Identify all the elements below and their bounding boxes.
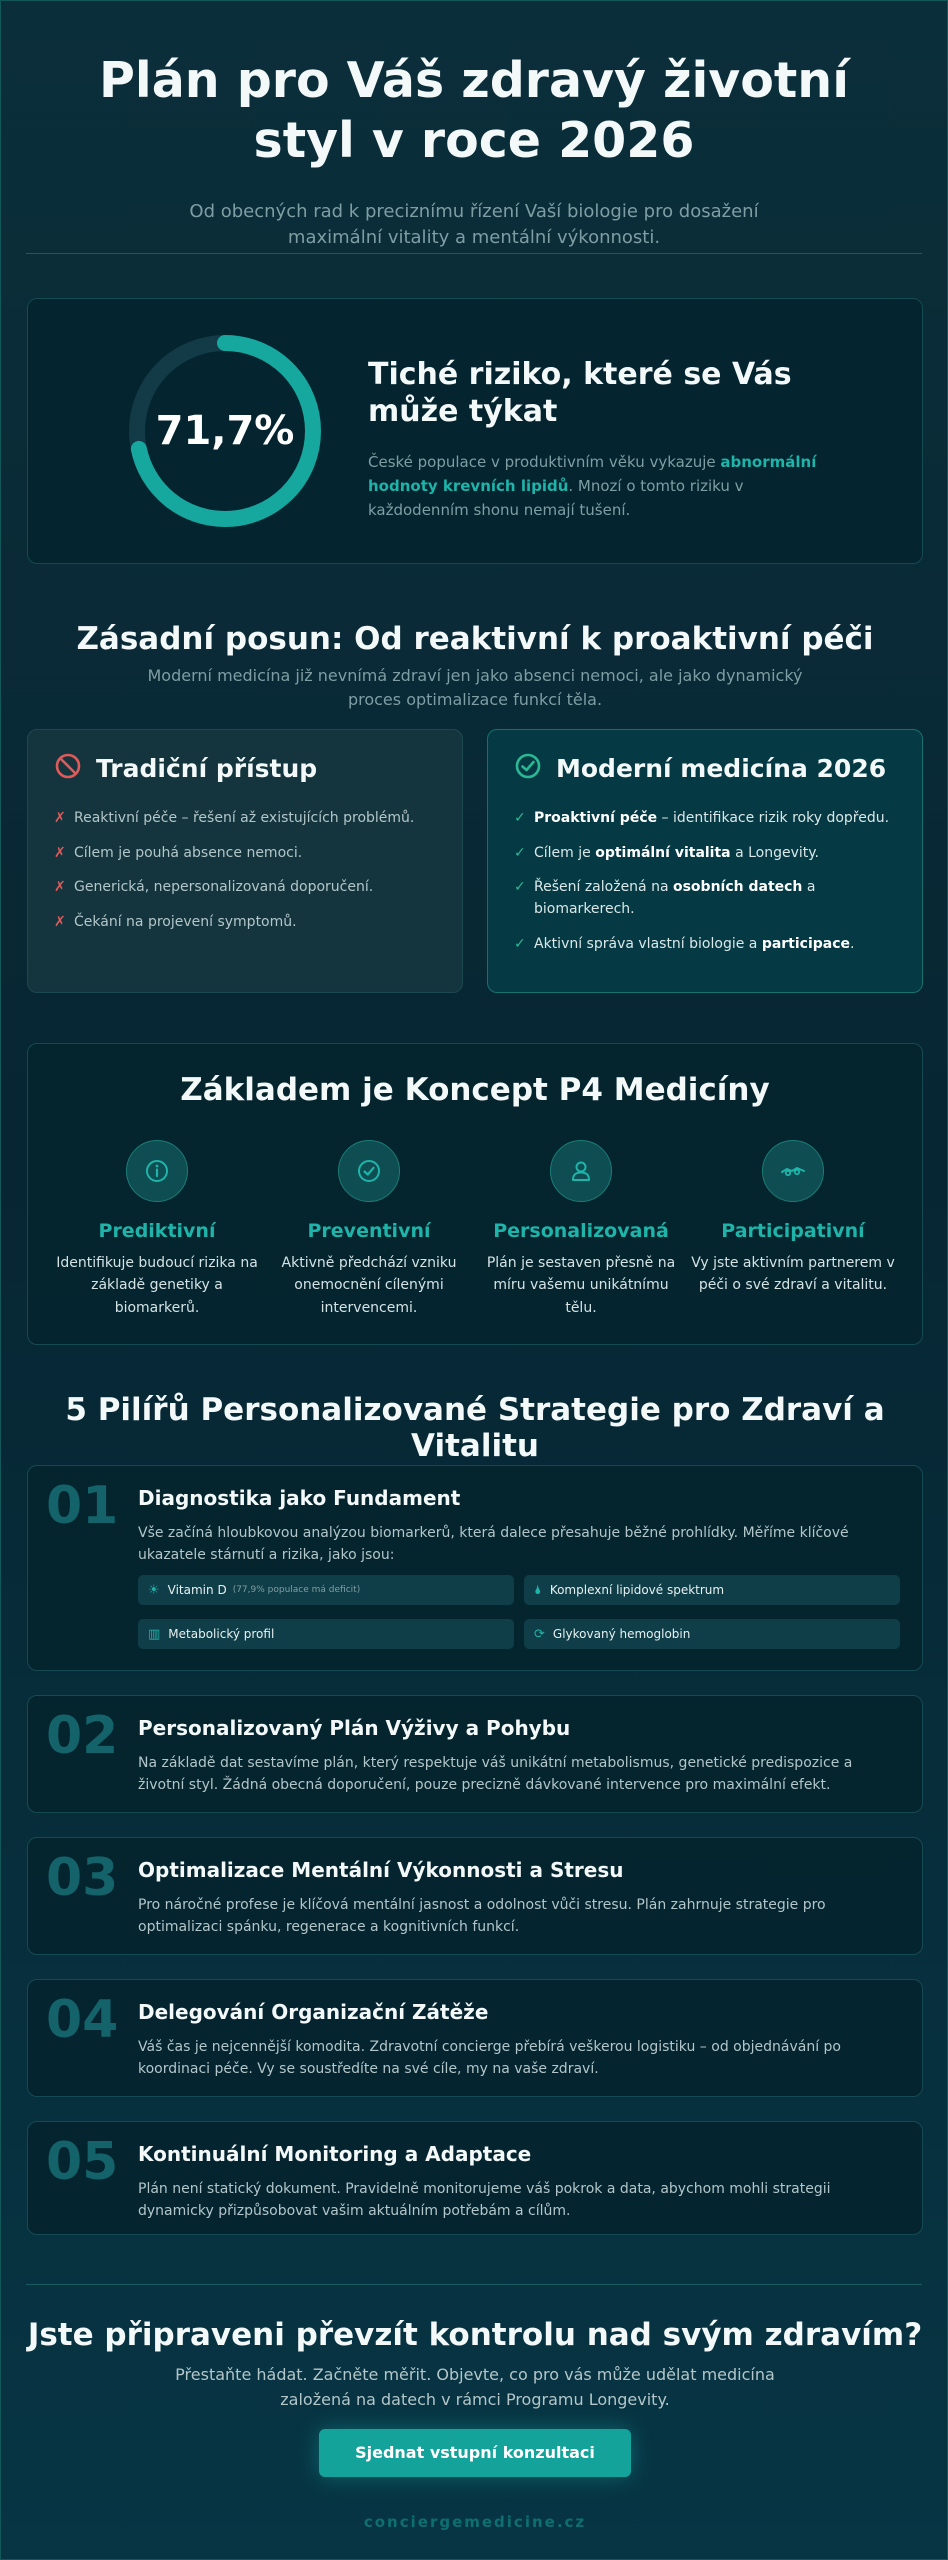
pillar-desc: Vše začíná hloubkovou analýzou biomarkerů, která dalece přesahuje běžné prohlídky. Měříme klíčové ukazatele stárnutí a rizika, jako jsou: [138,1525,849,1564]
biomarker-label: Glykovaný hemoglobin [552,1627,691,1641]
list-item [514,843,904,865]
biomarker-note: (77,9% populace má deficit) [232,1585,361,1595]
p4-item-predictive [52,1140,262,1319]
p4-desc: Aktivně předchází vzniku onemocnění cílenými intervencemi. [281,1255,457,1316]
list-item [514,934,904,956]
biomarker-chip [524,1619,900,1649]
list-item [514,808,904,830]
user-icon [550,1140,612,1202]
risk-body [368,450,828,522]
p4-name: Preventivní [307,1220,431,1242]
risk-text [368,357,828,522]
modern-title: Moderní medicína 2026 [556,753,887,783]
biomarker-label: Komplexní lipidové spektrum [549,1583,725,1597]
modern-header [514,752,886,784]
page-subtitle: Od obecných rad k preciznímu řízení Vaší biologie pro dosažení maximální vitality a mentální výkonnosti. [189,200,759,248]
p4-item-preventive [264,1140,474,1319]
traditional-list [54,808,444,947]
check-icon: ✓ [514,810,526,826]
modern-list [514,808,904,968]
pillar-card [27,1979,923,2097]
pillar-number: 05 [46,2132,119,2192]
traditional-header [54,752,317,784]
list-item-text: Reaktivní péče – řešení až existujících problémů. [74,810,415,826]
risk-title: Tiché riziko, které se Vás může týkat [368,357,792,429]
check-circle-icon [338,1140,400,1202]
risk-gauge [123,329,327,533]
prohibited-icon [54,752,82,784]
check-icon: ✓ [514,844,526,861]
risk-body-pre: České populace v produktivním věku vykazuje [368,453,721,472]
traditional-title: Tradiční přístup [96,753,318,783]
biomarker-chip [138,1619,514,1649]
bar-chart-icon: ▥ [148,1626,161,1642]
p4-desc: Vy jste aktivním partnerem v péči o své zdraví a vitalitu. [691,1255,895,1294]
list-item [54,808,444,830]
p4-item-participative [688,1140,898,1297]
risk-card [27,298,923,564]
pillar-number: 03 [46,1848,119,1908]
list-item-text: Čekání na projevení symptomů. [74,914,297,931]
check-icon: ✓ [514,935,526,952]
pillar-number: 01 [46,1476,119,1536]
p4-desc: Plán je sestaven přesně na míru vašemu unikátnímu tělu. [486,1255,676,1316]
traditional-card [27,729,463,993]
p4-name: Participativní [721,1220,865,1242]
check-icon: ✓ [514,879,526,896]
pillar-desc: Váš čas je nejcennější komodita. Zdravotní concierge přebírá veškerou logistiku – od objednávání po koordinaci péče. Vy se soustředíte na své cíle, my na vaše zdraví. [138,2039,841,2078]
footer-link[interactable]: conciergemedicine.cz [363,2513,587,2531]
pillar-desc: Na základě dat sestavíme plán, který respektuje váš unikátní metabolismus, genetické predispozice a životní styl. Žádná obecná doporučení, pouze precizně dávkované intervence pro maximální efekt. [138,1755,853,1794]
modern-card [487,729,923,993]
divider [26,2284,922,2285]
pillar-number: 02 [46,1706,119,1766]
cross-icon: ✗ [54,914,66,931]
cross-icon: ✗ [54,810,66,826]
biomarker-chip [524,1575,900,1605]
pillar-number: 04 [46,1990,119,2050]
pillar-card [27,1837,923,1955]
sun-icon: ☀ [148,1582,160,1598]
list-item [54,912,444,934]
biomarker-label: Metabolický profil [168,1627,275,1641]
cross-icon: ✗ [54,879,66,896]
pillar-title: Delegování Organizační Zátěže [138,2000,489,2024]
p4-name: Personalizovaná [493,1220,669,1242]
cta-title: Jste připraveni převzít kontrolu nad svým zdravím? [27,2317,923,2353]
pillar-card [27,1465,923,1671]
pillar-desc: Plán není statický dokument. Pravidelně monitorujeme váš pokrok a data, abychom mohli strategii dynamicky přizpůsobovat vašim aktuálním potřebám a cílům. [138,2181,831,2220]
pillars-title: 5 Pilířů Personalizované Strategie pro Zdraví a Vitalitu [65,1392,885,1464]
pillar-title: Optimalizace Mentální Výkonnosti a Stresu [138,1858,624,1882]
check-circle-icon [514,752,542,784]
list-item [54,843,444,865]
p4-title: Základem je Koncept P4 Medicíny [180,1072,770,1108]
biomarker-label: Vitamin D [167,1583,227,1597]
list-item-text: Cílem je optimální vitalita a Longevity. [534,844,819,861]
list-item-text: Aktivní správa vlastní biologie a participace. [534,935,855,952]
list-item [54,877,444,899]
pillar-title: Personalizovaný Plán Výživy a Pohybu [138,1716,571,1740]
list-item [514,877,904,920]
pillar-desc: Pro náročné profese je klíčová mentální jasnost a odolnost vůči stresu. Plán zahrnuje strategie pro optimalizaci spánku, regenerace a kognitivních funkcí. [138,1897,826,1936]
p4-item-personalized [476,1140,686,1319]
risk-body-post: . Mnozí o tomto riziku v každodenním shonu nemají tušení. [368,477,744,520]
p4-name: Prediktivní [98,1220,216,1242]
header [1,1,947,251]
p4-card [27,1043,923,1345]
gauge-value: 71,7% [155,408,295,454]
pillar-card [27,1695,923,1813]
pillar-card [27,2121,923,2235]
page-title: Plán pro Váš zdravý životní styl v roce 2026 [98,52,849,169]
list-item-text: Proaktivní péče – identifikace rizik roky dopředu. [534,810,890,826]
shift-title: Zásadní posun: Od reaktivní k proaktivní péči [76,621,874,657]
shift-subtitle: Moderní medicína již nevnímá zdraví jen jako absenci nemoci, ale jako dynamický proces optimalizace funkcí těla. [147,666,803,709]
list-item-text: Cílem je pouhá absence nemoci. [74,844,303,861]
list-item-text: Řešení založená na osobních datech a biomarkerech. [534,879,816,918]
handshake-icon [762,1140,824,1202]
cross-icon: ✗ [54,844,66,861]
risk-body-highlight: abnormální hodnoty krevních lipidů [368,453,817,496]
pillar-title: Diagnostika jako Fundament [138,1486,461,1510]
book-consultation-button[interactable]: Sjednat vstupní konzultaci [319,2429,631,2477]
p4-desc: Identifikuje budoucí rizika na základě genetiky a biomarkerů. [56,1255,258,1316]
biomarker-chip [138,1575,514,1605]
droplet-icon: 🌢 [534,1582,542,1598]
divider [26,253,922,254]
refresh-icon: ⟳ [534,1626,545,1642]
pillar-title: Kontinuální Monitoring a Adaptace [138,2142,532,2166]
cta-subtitle: Přestaňte hádat. Začněte měřit. Objevte, co pro vás může udělat medicína založená na datech v rámci Programu Longevity. [175,2365,775,2409]
info-icon [126,1140,188,1202]
list-item-text: Generická, nepersonalizovaná doporučení. [74,879,374,896]
